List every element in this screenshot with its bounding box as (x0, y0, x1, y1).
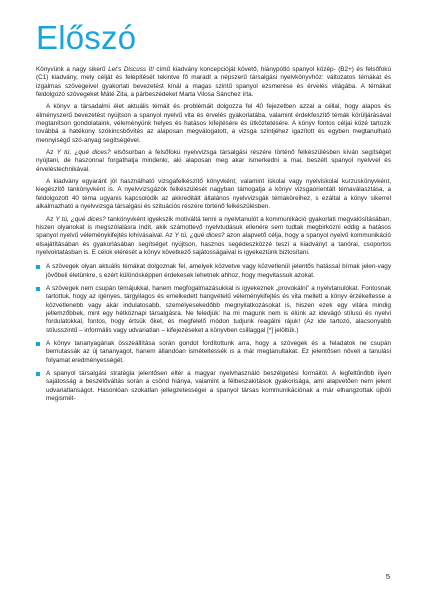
list-item-text: A szövegek nem csupán témájukkal, hanem megfogalmazásukkal is igyekeznek „provokálni” a nyelvtanulókat. Fontosnak tartottuk, hogy az igényes, tárgyilagos és emelkedett hangvételű véleménykifejtés és vita mellett a könyv érzékeltesse a közvetlenebb vagy akár indulatosabb, személyesekedőbb megnyilatkozásokat is, hiszen ezek egy vitára mindig jellemzőbbek, mint egy hétköznapi társalgásra. Ne feledjük: ha mi magunk nem is élünk az idevágó stílusú és nyelvi fordulatokkal, fontos, hogy értsük őket, és megfelelő módon tudjunk reagálni rájuk! (Az ide tartozó, alacsonyabb stílusszintű – informális vagy udvariatlan – kifejezéseket a könyvben csillaggal [*] jelöltük.) (46, 284, 391, 334)
list-item (36, 285, 391, 335)
page-content (36, 18, 391, 408)
square-bullet-icon (36, 372, 40, 376)
list-item (36, 263, 391, 280)
book-title-italic: Y tú, ¿qué dices? (55, 215, 106, 223)
paragraph-text: Az (46, 149, 57, 157)
paragraph-text: című kiadvány koncepcióját követő, hiánypótló spanyol közép- (B2+) és felsőfokú (C1) kiadvány, mely célját és felépítését tekintve fő maradt a népszerű társalgási nyelvkönyvhöz: változatos témákat és izgalmas szövegeivel gyakorlati bevezetést kínál a magas szintű spanyol ezsmerése és érvelés világába. A témákat feldolgozó szövegeket Máté Zita, a párbeszédeket Marta Vilosa Sánchez írta. (36, 66, 391, 99)
square-bullet-icon (36, 265, 40, 269)
paragraph-text: Az (46, 215, 56, 223)
paragraph-text: tankönyvként igyekszik motiváltá tenni a nyelvtanulót a kommunikáció gyakorlati megvalósításában, hiszen olyanokat is megszólalásra indít, akik számottevő nyelvtudásuk ellenére sem tudtak megbirkózni eddig a hatásos spanyol nyelvű véleménykifejtés kihívásaival. Az (36, 215, 391, 240)
feature-list (36, 263, 391, 403)
list-item-text: A szövegek olyan aktuális témákat dolgoznak fel, amelyek közvetve vagy közvetlenül jelentős hatással bírnak jelen-vagy jövőbeli életünkre, s ezért különösképpen érdekesek lehetnek ahhoz, hogy megvitassuk azokat. (46, 263, 391, 279)
paragraph (36, 103, 391, 145)
book-title-italic: Let’s Discuss It! (108, 66, 154, 73)
square-bullet-icon (36, 342, 40, 346)
paragraph-text: azon alapvető célja, hogy a spanyol nyelvű kommunikáció elsajátításában és gyakorlásában segítséget nyújtson, hasznos segédeszközzé teszi a kiadványt a tanórai, csoportos nyelvoktatásban is. E célok elérését a könyv következő sajátosságaival is igyekeztünk biztosítani. (36, 232, 391, 256)
page-number: 5 (385, 572, 390, 581)
paragraph-text: A kiadvány egyaránt jól használható vizsgafelkészítő könyvként, valamint iskolai vagy nyelviskolai kurzuskönyvként, kiegészítő tankönyvként is. A nyelvvizsgázók felkészülését nagyban támogatja a könyv vizsgaorientált témaválasztása, a feldolgozott 40 téma ugyanis kapcsolódik az akkreditált általános nyelvvizsgák témaköreihez, s ezáltal a könyv sikerrel alkalmazható a nyelvvizsga társalgási és szituációs részére történő felkészülésben. (36, 178, 391, 211)
list-item-text: A spanyol társalgási stratégia jelentősen eltér a magyar nyelvhasználó beszélgetési formáitól. A legfeltűnőbb ilyen sajátosság a beszélőváltás során a csönd hiánya, valamint a félbeszakítások gyakorisága, ami alapvetően nem jelent udvariatlanságot. Hasonlóan szokatlan jellegzetességei a spanyol társas kommunikációnak a már elhangzottak újbóli megismét- (46, 370, 391, 403)
paragraph-text: A könyv a társadalmi élet aktuális témáit és problémáit dolgozza fel 40 fejezetben azzal a céllal, hogy alapos és élményszerű bevezetést nyújtson a spanyol nyelvű vita és érvelés gyakorlatába, valamint érdekfeszítő témák körüljárásával megtanítson gondolataink, véleményünk helyes és hatásos kifejtésére és ütköztetésére. A könyv fontos céljai közé tartozik továbbá a hatékony szókincsbővítés az alaposan megválogatott, a vizsga szintjéhez igazított és egyben megtanulható mennyiségű szó-anyag segítségével. (36, 103, 391, 144)
list-item (36, 340, 391, 365)
list-item (36, 370, 391, 403)
square-bullet-icon (36, 287, 40, 291)
book-title-italic: Y tú, ¿qué dices? (56, 149, 111, 157)
paragraph (36, 66, 391, 99)
paragraph (36, 178, 391, 211)
preface-body (36, 66, 391, 257)
paragraph-text: Könyvünk a nagy sikerű (36, 66, 109, 73)
book-title-italic: Y tú, ¿qué dices? (174, 232, 225, 240)
paragraph (36, 216, 391, 258)
page-title: Előszó (36, 19, 137, 56)
paragraph-text: elsősorban a felsőfokú nyelvvizsga társalgási részére történő felkészülésben kíván segítséget nyújtani, de haszonnal forgathatja mindenki, aki alaposan meg akar ismerkedni a mai, beszélt spanyol nyelvvel és érveléstechnikával. (36, 149, 391, 173)
paragraph (36, 149, 391, 174)
list-item-text: A könyv tananyagának összeállítása során gondot fordítottunk arra, hogy a szövegek és a feladatok ne csupán bemutassák az új tananyagot, hanem állandóan ismételtessék is a már megtanultakat. Ez jelentősen növeli a tanulási folyamat eredményességét. (46, 339, 391, 364)
